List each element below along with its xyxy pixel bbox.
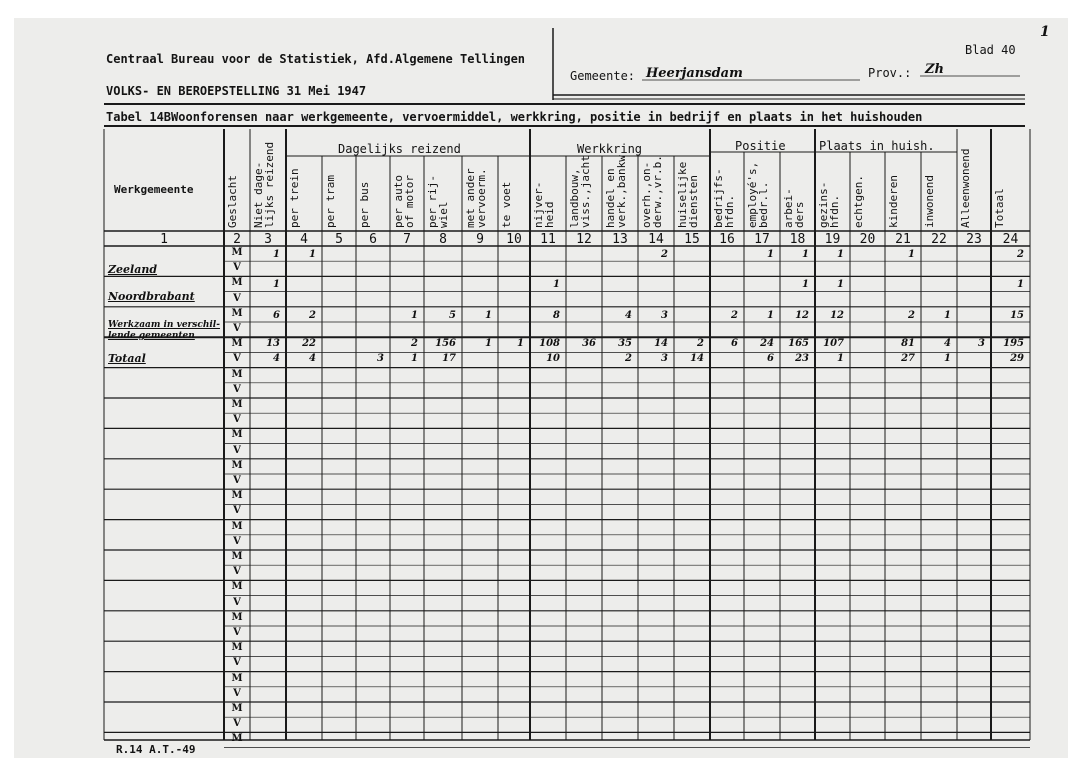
row-label-1: Zeeland xyxy=(108,263,158,276)
sex-label: M xyxy=(231,459,243,471)
cell-value: 4 xyxy=(273,353,280,365)
sex-label: V xyxy=(233,505,241,517)
cell-value: 165 xyxy=(788,338,809,350)
cell-value: 1 xyxy=(553,279,560,291)
column-header-23: Alleenwonend xyxy=(959,148,972,228)
cell-value: 2 xyxy=(1017,249,1024,260)
cell-value: 1 xyxy=(767,249,774,260)
prov-label: Prov.: xyxy=(868,66,912,80)
sex-label: M xyxy=(231,581,243,593)
cell-value: 2 xyxy=(411,338,418,350)
cell-value: 3 xyxy=(377,353,384,365)
column-header-8: per rij- wiel xyxy=(426,175,450,228)
column-number-7: 7 xyxy=(403,232,411,247)
cell-value: 2 xyxy=(908,309,915,321)
cell-value: 1 xyxy=(837,249,844,260)
cell-value: 10 xyxy=(546,353,560,365)
column-number-23: 23 xyxy=(966,232,982,247)
column-number-4: 4 xyxy=(300,232,308,247)
cell-value: 1 xyxy=(517,338,524,350)
cell-value: 5 xyxy=(449,309,456,321)
sex-label: V xyxy=(233,596,241,608)
cell-value: 35 xyxy=(618,338,632,350)
sex-label: M xyxy=(231,399,243,410)
cell-value: 1 xyxy=(802,279,809,291)
column-header-4: per trein xyxy=(288,168,301,228)
sex-label: V xyxy=(233,353,241,365)
sex-label: M xyxy=(231,490,243,502)
cell-value: 195 xyxy=(1003,338,1024,350)
cell-value: 4 xyxy=(944,338,951,350)
column-number-19: 19 xyxy=(824,232,841,247)
cell-value: 24 xyxy=(760,338,774,350)
sex-label: M xyxy=(231,368,243,380)
cell-value: 1 xyxy=(837,279,844,291)
blad-label: Blad 40 xyxy=(965,43,1016,57)
cell-value: 4 xyxy=(625,309,632,321)
column-header-14: overh.,on- derw.,vr.b. xyxy=(640,155,664,228)
cell-value: 2 xyxy=(697,338,704,350)
cell-value: 1 xyxy=(767,309,774,321)
sex-label: M xyxy=(231,642,243,654)
column-header-17: employé's, bedr.l. xyxy=(746,161,770,228)
column-number-10: 10 xyxy=(506,232,522,247)
group-plaats-in-huish: Plaats in huish. xyxy=(819,139,935,153)
cell-value: 4 xyxy=(309,353,316,365)
sex-label: M xyxy=(231,703,243,714)
sex-label: V xyxy=(233,475,241,486)
cell-value: 1 xyxy=(411,353,418,365)
cell-value: 1 xyxy=(1017,279,1024,291)
cell-value: 1 xyxy=(837,353,844,365)
sex-label: V xyxy=(233,292,241,304)
cell-value: 1 xyxy=(485,338,492,350)
sex-label: V xyxy=(233,535,241,547)
column-header-24: Totaal xyxy=(993,188,1006,228)
bureau-title: Centraal Bureau voor de Statistiek, Afd.Algemene Tellingen xyxy=(106,52,526,66)
column-header-18: arbei- ders xyxy=(782,188,806,228)
gemeente-label: Gemeente: xyxy=(570,69,636,83)
cell-value: 3 xyxy=(661,309,668,321)
column-header-2: Geslacht xyxy=(226,175,239,228)
column-header-20: echtgen. xyxy=(852,175,865,228)
column-number-1: 1 xyxy=(160,232,168,247)
cell-value: 12 xyxy=(795,309,809,321)
row-label-4: Totaal xyxy=(108,352,146,365)
cell-value: 36 xyxy=(582,338,596,350)
sex-label: M xyxy=(231,307,243,319)
cell-value: 17 xyxy=(442,353,456,365)
column-header-10: te voet xyxy=(500,181,513,228)
row-label-3: Werkzaam in verschil- lende gemeenten xyxy=(108,320,220,341)
column-header-9: met ander vervoerm. xyxy=(464,168,488,228)
column-header-15: huiselijke diensten xyxy=(676,161,700,228)
column-header-19: gezins- hfdn. xyxy=(817,181,841,228)
cell-value: 108 xyxy=(539,338,560,350)
sex-label: M xyxy=(231,277,243,289)
sex-label: M xyxy=(231,338,243,350)
cell-value: 12 xyxy=(830,309,844,321)
column-header-5: per tram xyxy=(324,175,337,228)
sex-label: V xyxy=(233,414,241,426)
cell-value: 13 xyxy=(266,338,280,350)
column-number-17: 17 xyxy=(754,232,770,247)
cell-value: 1 xyxy=(273,279,280,291)
column-number-6: 6 xyxy=(369,232,377,247)
cell-value: 107 xyxy=(823,338,844,350)
column-header-7: per auto of motor xyxy=(392,175,416,228)
sex-label: M xyxy=(231,520,243,532)
column-header-12: landbouw, viss.,jacht xyxy=(568,155,592,228)
column-number-2: 2 xyxy=(233,232,241,247)
cell-value: 6 xyxy=(731,338,738,350)
sex-label: M xyxy=(231,672,243,684)
row-label-2: Noordbrabant xyxy=(108,290,195,303)
cell-value: 2 xyxy=(731,309,738,321)
sex-label: V xyxy=(233,383,241,395)
column-number-22: 22 xyxy=(931,232,947,247)
column-number-20: 20 xyxy=(859,232,876,247)
cell-value: 1 xyxy=(802,249,809,260)
cell-value: 6 xyxy=(273,309,280,321)
cell-value: 1 xyxy=(411,309,418,321)
sex-label: M xyxy=(231,733,243,745)
sex-label: V xyxy=(233,687,241,699)
column-number-11: 11 xyxy=(540,232,556,247)
cell-value: 1 xyxy=(944,353,951,365)
cell-value: 6 xyxy=(767,353,774,365)
cell-value: 3 xyxy=(978,338,985,350)
cell-value: 15 xyxy=(1010,309,1024,321)
column-number-5: 5 xyxy=(335,232,343,247)
cell-value: 81 xyxy=(901,338,915,350)
cell-value: 2 xyxy=(661,249,668,260)
column-header-16: bedrijfs- hfdn. xyxy=(712,168,736,228)
form-code: R.14 A.T.-49 xyxy=(116,743,196,756)
column-number-24: 24 xyxy=(1002,232,1019,247)
cell-value: 2 xyxy=(309,309,316,321)
cell-value: 2 xyxy=(625,353,632,365)
cell-value: 1 xyxy=(273,249,280,260)
sex-label: V xyxy=(233,566,241,578)
table-title: Tabel 14BWoonforensen naar werkgemeente, vervoermiddel, werkkring, positie in bedrijf en plaats in het huishouden xyxy=(106,110,923,124)
cell-value: 14 xyxy=(654,338,668,350)
cell-value: 1 xyxy=(944,309,951,321)
column-number-15: 15 xyxy=(684,232,700,247)
census-title: VOLKS- EN BEROEPSTELLING 31 Mei 1947 xyxy=(106,84,367,98)
gemeente-value: Heerjansdam xyxy=(646,66,743,81)
column-number-21: 21 xyxy=(895,232,911,247)
sex-label: V xyxy=(233,444,241,456)
group-werkkring: Werkkring xyxy=(577,142,643,156)
cell-value: 1 xyxy=(908,249,915,260)
cell-value: 156 xyxy=(435,338,456,350)
cell-value: 8 xyxy=(553,309,560,321)
cell-value: 22 xyxy=(302,338,316,350)
cell-value: 23 xyxy=(795,353,809,365)
prov-value: Zh xyxy=(925,62,944,77)
sex-label: V xyxy=(233,262,241,274)
page-number: 1 xyxy=(1040,24,1050,40)
cell-value: 29 xyxy=(1010,353,1024,365)
sex-label: M xyxy=(231,611,243,623)
cell-value: 14 xyxy=(690,353,704,365)
sex-label: V xyxy=(233,627,241,638)
cell-value: 27 xyxy=(901,353,915,365)
group-dagelijks-reizend: Dagelijks reizend xyxy=(338,142,461,156)
column-header-11: nijver- heid xyxy=(532,181,556,228)
column-number-3: 3 xyxy=(264,232,272,247)
column-header-6: per bus xyxy=(358,181,371,228)
column-number-18: 18 xyxy=(789,232,806,247)
sex-label: M xyxy=(231,551,243,562)
werkgemeente-header: Werkgemeente xyxy=(114,183,194,196)
column-number-9: 9 xyxy=(476,232,484,247)
sex-label: V xyxy=(233,323,241,334)
sex-label: V xyxy=(233,657,241,669)
cell-value: 1 xyxy=(485,309,492,321)
cell-value: 1 xyxy=(309,249,316,260)
group-positie: Positie xyxy=(735,139,786,153)
column-number-16: 16 xyxy=(719,232,735,247)
column-number-13: 13 xyxy=(612,232,628,247)
sex-label: M xyxy=(231,429,243,441)
column-header-21: kinderen xyxy=(887,175,900,228)
column-number-12: 12 xyxy=(576,232,592,247)
sex-label: M xyxy=(231,247,243,258)
column-header-22: inwonend xyxy=(923,175,936,228)
column-header-3: Niet dage- lijks reizend xyxy=(252,141,276,228)
cell-value: 3 xyxy=(661,353,668,365)
column-number-14: 14 xyxy=(648,232,664,247)
column-header-13: handel en verk.,bankw xyxy=(604,155,628,228)
column-number-8: 8 xyxy=(439,232,447,247)
sex-label: V xyxy=(233,718,241,730)
